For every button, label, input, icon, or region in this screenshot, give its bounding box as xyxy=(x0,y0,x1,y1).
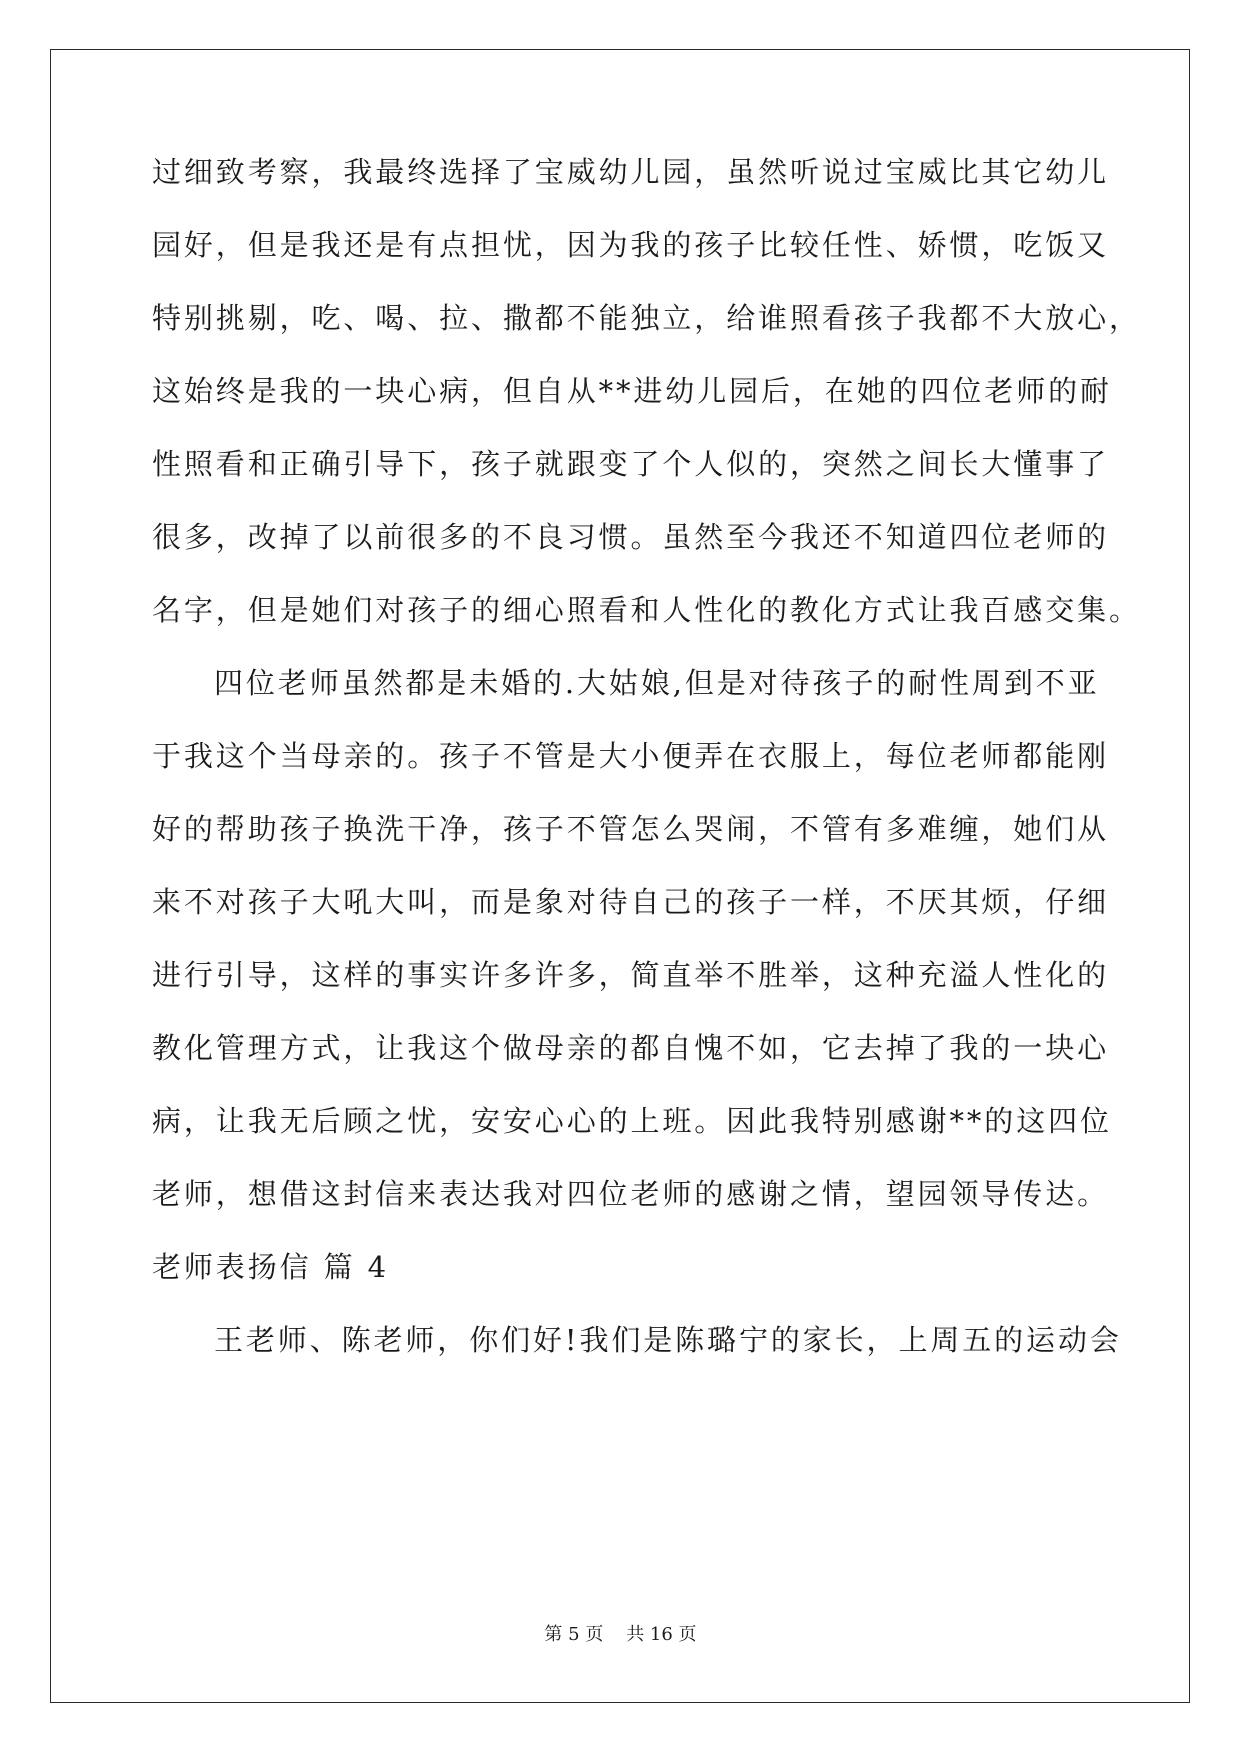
body-text-line: 名字，但是她们对孩子的细心照看和人性化的教化方式让我百感交集。 xyxy=(152,593,1141,627)
page-border xyxy=(50,49,1190,1703)
body-text-line: 来不对孩子大吼大叫，而是象对待自己的孩子一样，不厌其烦，仔细 xyxy=(152,885,1110,919)
body-text-line: 园好，但是我还是有点担忧，因为我的孩子比较任性、娇惯，吃饭又 xyxy=(152,228,1110,262)
body-text-line: 老师，想借这封信来表达我对四位老师的感谢之情，望园领导传达。 xyxy=(152,1177,1110,1211)
body-text-line: 过细致考察，我最终选择了宝威幼儿园，虽然听说过宝威比其它幼儿 xyxy=(152,155,1110,189)
body-text-line: 好的帮助孩子换洗干净，孩子不管怎么哭闹，不管有多难缠，她们从 xyxy=(152,812,1110,846)
body-text-line: 教化管理方式，让我这个做母亲的都自愧不如，它去掉了我的一块心 xyxy=(152,1031,1110,1065)
body-text-line: 病，让我无后顾之忧，安安心心的上班。因此我特别感谢**的这四位 xyxy=(152,1104,1112,1138)
body-text-line: 进行引导，这样的事实许多许多，简直举不胜举，这种充溢人性化的 xyxy=(152,958,1110,992)
body-text-line: 性照看和正确引导下，孩子就跟变了个人似的，突然之间长大懂事了 xyxy=(152,447,1110,481)
body-text-line: 这始终是我的一块心病，但自从**进幼儿园后，在她的四位老师的耐 xyxy=(152,374,1112,408)
body-text-line: 特别挑剔，吃、喝、拉、撒都不能独立，给谁照看孩子我都不大放心， xyxy=(152,301,1141,335)
section-heading: 老师表扬信 篇 4 xyxy=(152,1250,389,1284)
body-text-line: 王老师、陈老师，你们好!我们是陈璐宁的家长，上周五的运动会 xyxy=(214,1323,1122,1357)
page-number-footer: 第 5 页 共 16 页 xyxy=(544,1624,697,1645)
body-text-line: 于我这个当母亲的。孩子不管是大小便弄在衣服上，每位老师都能刚 xyxy=(152,739,1110,773)
body-text-line: 四位老师虽然都是未婚的.大姑娘,但是对待孩子的耐性周到不亚 xyxy=(214,666,1100,700)
body-text-line: 很多，改掉了以前很多的不良习惯。虽然至今我还不知道四位老师的 xyxy=(152,520,1110,554)
